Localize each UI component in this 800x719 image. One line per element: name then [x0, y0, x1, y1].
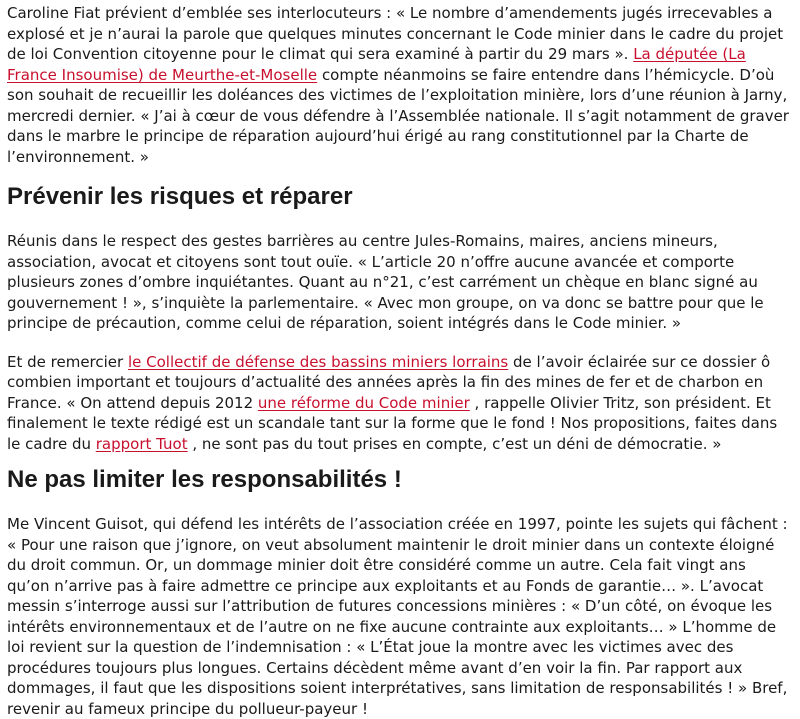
paragraph-text: Et de remercier [7, 352, 128, 371]
article-paragraph-meeting: Réunis dans le respect des gestes barrières au centre Jules-Romains, maires, anciens mineurs, association, avocat et citoyens sont tout ouïe. « L’article 20 n’offre aucune avancée et comporte plusieurs zones d’ombre inquiétantes. Quant au n°21, c’est carrément un chèque en blanc signé au gouvernement ! », s’inquiète la parlementaire. « Avec mon groupe, on va donc se battre pour que le principe de précaution, comme celui de réparation, soient intégrés dans le Code minier. » [7, 232, 764, 332]
mining-code-reform-link[interactable]: une réforme du Code minier [257, 393, 470, 412]
article-body [7, 3, 793, 719]
paragraph-text: compte néanmoins se faire entendre dans l’hémicycle. D’où son souhait de recueillir les doléances des victimes de l’exploitation minière, lors d’une réunion à Jarny, mercredi dernier. « J’ai à cœur de vous défendre à l’Assemblée nationale. Il s’agit notamment de graver dans le marbre le principe de réparation aujourd’hui érigé au rang constitutionnel par la Charte de l’environnement. » [7, 65, 789, 166]
paragraph-text: de l’avoir éclairée sur ce dossier ô combien important et toujours d’actualité des années après la fin des mines de fer et de charbon en France. « On attend depuis 2012 [7, 352, 771, 412]
article-paragraph-lawyer: Me Vincent Guisot, qui défend les intérêts de l’association créée en 1997, pointe les sujets qui fâchent : « Pour une raison que j’ignore, on veut absolument maintenir le droit minier dans un contexte éloigné du droit commun. Or, un dommage minier doit être considéré comme un autre. Cela fait vingt ans qu’on n’arrive pas à faire admettre ce principe aux exploitants et au Fonds de garantie… ». L’avocat messin s’interroge aussi sur l’attribution de futures concessions minières : « D’un côté, on évoque les intérêts environnementaux et de l’autre on ne fixe aucune contrainte aux exploitants… » L’homme de loi revient sur la question de l’indemnisation : « L’État joue la montre avec les victimes avec des procédures toujours plus longues. Certains décèdent même avant d’en voir la fin. Par rapport aux dommages, il faut que les dispositions soient interprétatives, sans limitation de responsabilités ! » Bref, revenir au fameux principe du pollueur-payeur ! [7, 515, 788, 718]
paragraph-text: , ne sont pas du tout prises en compte, c’est un déni de démocratie. » [187, 434, 722, 453]
paragraph-text: Caroline Fiat prévient d’emblée ses interlocuteurs : « Le nombre d’amendements jugés irrecevables a explosé et je n’aurai la parole que quelques minutes concernant le Code minier dans le cadre du projet de loi Convention citoyenne pour le climat qui sera examiné à partir du 29 mars ». [7, 4, 784, 63]
tuot-report-link[interactable]: rapport Tuot [95, 434, 188, 453]
paragraph-text: , rappelle Olivier Tritz, son président. Et finalement le texte rédigé est un scandale tant sur la forme que le fond ! Nos propositions, faites dans le cadre du [7, 393, 778, 453]
deputy-profile-link[interactable]: La députée (La France Insoumise) de Meurthe-et-Moselle [7, 45, 746, 84]
collective-link[interactable]: le Collectif de défense des bassins miniers lorrains [127, 352, 509, 371]
article-paragraph-collective [7, 352, 793, 455]
article-paragraph-intro [7, 3, 793, 167]
section-heading-risks: Prévenir les risques et réparer [7, 183, 353, 210]
section-heading-responsibilities: Ne pas limiter les responsabilités ! [7, 466, 402, 493]
